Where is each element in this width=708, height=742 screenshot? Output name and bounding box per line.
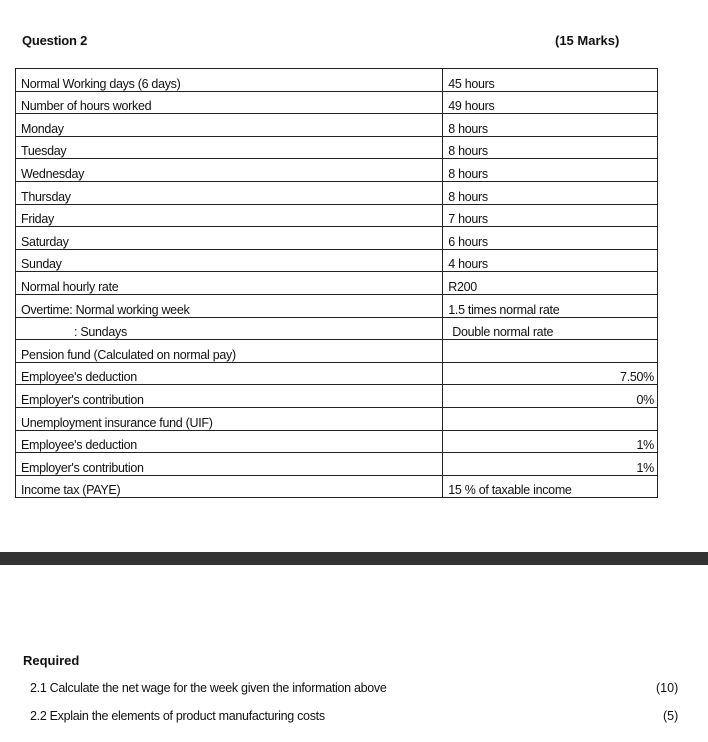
row-label: : Sundays (16, 317, 443, 340)
required-item-text: 2.1 Calculate the net wage for the week given the information above (30, 681, 387, 695)
table-row (16, 249, 658, 272)
table-row (16, 91, 658, 114)
table-row (16, 385, 658, 408)
row-label: Monday (16, 114, 443, 137)
required-item-marks: (10) (656, 681, 679, 695)
table-row (16, 430, 658, 453)
payroll-info-table (15, 68, 658, 498)
row-label: Pension fund (Calculated on normal pay) (16, 340, 443, 363)
row-value: 8 hours (443, 136, 658, 159)
row-value: 45 hours (443, 69, 658, 92)
row-value: 7.50% (443, 362, 658, 385)
row-value: 8 hours (443, 114, 658, 137)
row-label: Friday (16, 204, 443, 227)
table-row (16, 294, 658, 317)
row-label: Income tax (PAYE) (16, 475, 443, 498)
table-row (16, 136, 658, 159)
table-row (16, 317, 658, 340)
row-value: 6 hours (443, 227, 658, 250)
row-label: Overtime: Normal working week (16, 294, 443, 317)
row-value: 4 hours (443, 249, 658, 272)
row-label: Tuesday (16, 136, 443, 159)
row-label: Employer's contribution (16, 385, 443, 408)
row-label: Normal hourly rate (16, 272, 443, 295)
table-row (16, 362, 658, 385)
row-label: Employee's deduction (16, 362, 443, 385)
row-label: Normal Working days (6 days) (16, 69, 443, 92)
table-row (16, 227, 658, 250)
row-value: 7 hours (443, 204, 658, 227)
table-row (16, 453, 658, 476)
row-label: Thursday (16, 181, 443, 204)
table-row (16, 159, 658, 182)
row-value (443, 340, 658, 363)
row-value: 1.5 times normal rate (443, 294, 658, 317)
row-value: 1% (443, 430, 658, 453)
row-label: Saturday (16, 227, 443, 250)
row-value: 8 hours (443, 159, 658, 182)
section-divider (0, 552, 708, 565)
table-row (16, 272, 658, 295)
required-item-marks: (5) (663, 709, 679, 723)
row-label: Wednesday (16, 159, 443, 182)
question-marks: (15 Marks) (555, 33, 620, 48)
required-heading: Required (23, 653, 80, 668)
row-label: Employee's deduction (16, 430, 443, 453)
table-row (16, 340, 658, 363)
row-value: Double normal rate (443, 317, 658, 340)
row-value: 15 % of taxable income (443, 475, 658, 498)
row-value: 49 hours (443, 91, 658, 114)
row-label: Number of hours worked (16, 91, 443, 114)
table-row (16, 407, 658, 430)
row-value (443, 407, 658, 430)
row-label: Unemployment insurance fund (UIF) (16, 407, 443, 430)
row-value: 1% (443, 453, 658, 476)
row-value: 8 hours (443, 181, 658, 204)
question-title: Question 2 (22, 33, 88, 48)
row-value: R200 (443, 272, 658, 295)
table-row (16, 475, 658, 498)
table-row (16, 181, 658, 204)
table-row (16, 69, 658, 92)
table-row (16, 204, 658, 227)
required-item-text: 2.2 Explain the elements of product manufacturing costs (30, 709, 325, 723)
row-label: Sunday (16, 249, 443, 272)
row-label: Employer's contribution (16, 453, 443, 476)
table-row (16, 114, 658, 137)
row-value: 0% (443, 385, 658, 408)
